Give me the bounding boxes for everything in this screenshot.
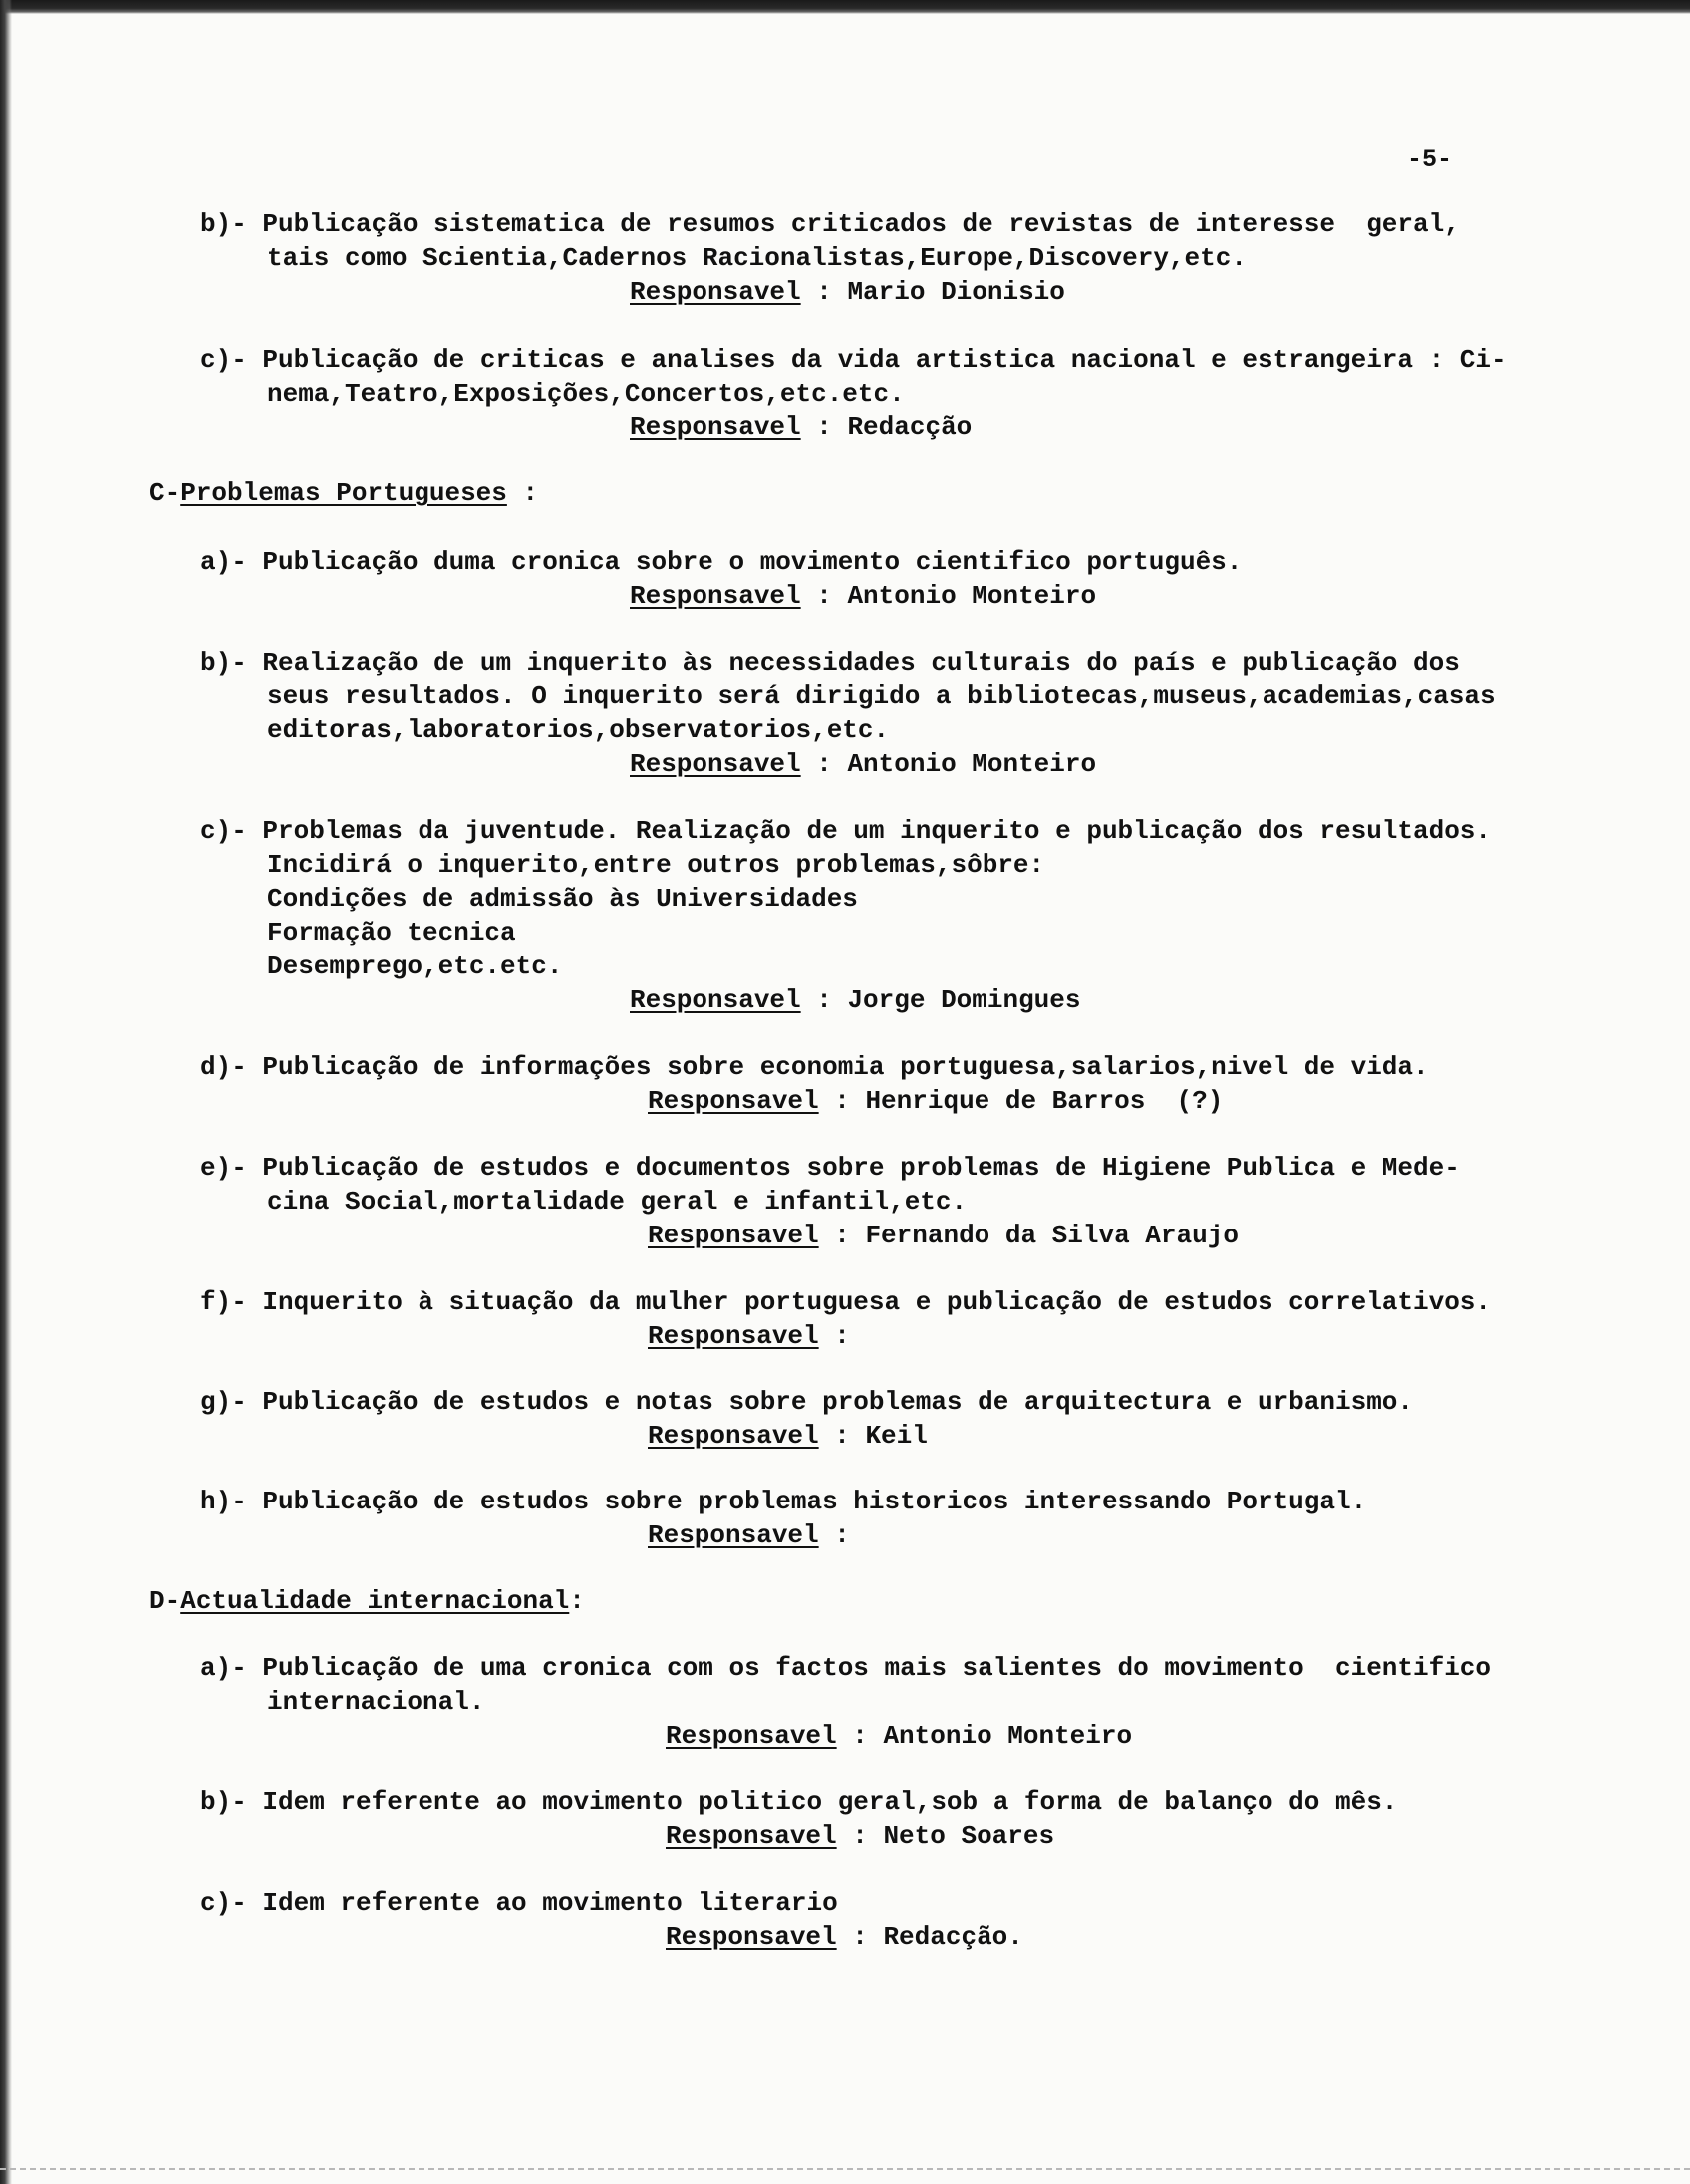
item-da-responsible — [666, 1719, 1132, 1753]
responsible-label: Responsavel — [648, 1086, 819, 1116]
responsible-label: Responsavel — [630, 581, 801, 611]
item-ce-line-1: e)- Publicação de estudos e documentos sobre problemas de Higiene Publica e Mede- — [200, 1153, 1460, 1183]
item-c-line-1: c)- Publicação de criticas e analises da vida artistica nacional e estrangeira : Ci- — [200, 345, 1507, 375]
item-cc-line-5: Desemprego,etc.etc. — [267, 952, 563, 981]
section-title: Actualidade internacional — [180, 1586, 570, 1616]
section-prefix: D- — [149, 1586, 181, 1616]
responsible-value: : — [834, 1321, 850, 1351]
responsible-label: Responsavel — [630, 749, 801, 779]
item-db-responsible — [666, 1819, 1054, 1853]
responsible-label: Responsavel — [666, 1821, 837, 1851]
responsible-value: : Jorge Domingues — [816, 985, 1081, 1015]
responsible-value: : Fernando da Silva Araujo — [834, 1221, 1239, 1250]
responsible-label: Responsavel — [666, 1922, 837, 1952]
scan-bottom-edge — [0, 2168, 1690, 2174]
item-cg-line-1: g)- Publicação de estudos e notas sobre problemas de arquitectura e urbanismo. — [200, 1387, 1413, 1417]
responsible-label: Responsavel — [630, 277, 801, 307]
responsible-label: Responsavel — [630, 412, 801, 442]
item-da-line-1: a)- Publicação de uma cronica com os factos mais salientes do movimento cientifico — [200, 1653, 1492, 1683]
responsible-label: Responsavel — [648, 1520, 819, 1550]
item-b-responsible — [630, 275, 1065, 309]
section-suffix: : — [569, 1586, 585, 1616]
item-cd-responsible — [648, 1084, 1223, 1118]
responsible-value: : Antonio Monteiro — [852, 1721, 1133, 1751]
item-dc-line-1: c)- Idem referente ao movimento literario — [200, 1888, 838, 1918]
item-dc-responsible — [666, 1920, 1023, 1954]
item-c-line-2: nema,Teatro,Exposições,Concertos,etc.etc. — [267, 379, 905, 409]
item-cb-line-2: seus resultados. O inquerito será dirigido a bibliotecas,museus,academias,casas — [267, 682, 1496, 711]
item-cc-line-4: Formação tecnica — [267, 918, 516, 948]
responsible-value: : Henrique de Barros (?) — [834, 1086, 1224, 1116]
item-ch-responsible — [648, 1518, 850, 1552]
responsible-value: : — [834, 1520, 850, 1550]
item-cc-responsible — [630, 983, 1081, 1017]
responsible-value: : Mario Dionisio — [816, 277, 1065, 307]
item-cc-line-2: Incidirá o inquerito,entre outros problemas,sôbre: — [267, 850, 1045, 880]
section-suffix: : — [506, 478, 539, 508]
section-title: Problemas Portugueses — [180, 478, 507, 508]
page-number: -5- — [1407, 145, 1453, 174]
item-ch-line-1: h)- Publicação de estudos sobre problemas historicos interessando Portugal. — [200, 1487, 1367, 1516]
item-c-responsible — [630, 410, 972, 444]
responsible-value: : Keil — [834, 1421, 928, 1451]
responsible-value: : Antonio Monteiro — [816, 581, 1097, 611]
item-cg-responsible — [648, 1419, 928, 1453]
responsible-label: Responsavel — [648, 1321, 819, 1351]
item-cb-line-3: editoras,laboratorios,observatorios,etc. — [267, 715, 890, 745]
responsible-value: : Neto Soares — [852, 1821, 1055, 1851]
item-da-line-2: internacional. — [267, 1687, 485, 1717]
item-cf-responsible — [648, 1319, 850, 1353]
responsible-value: : Redacção. — [852, 1922, 1023, 1952]
item-ca-line-1: a)- Publicação duma cronica sobre o movimento cientifico português. — [200, 547, 1243, 577]
item-db-line-1: b)- Idem referente ao movimento politico geral,sob a forma de balanço do mês. — [200, 1787, 1398, 1817]
item-b-line-2: tais como Scientia,Cadernos Racionalistas,Europe,Discovery,etc. — [267, 243, 1247, 273]
section-c-heading — [149, 476, 538, 510]
responsible-value: : Antonio Monteiro — [816, 749, 1097, 779]
responsible-label: Responsavel — [666, 1721, 837, 1751]
scan-left-edge — [0, 0, 12, 2184]
section-prefix: C- — [149, 478, 181, 508]
item-ce-responsible — [648, 1219, 1239, 1252]
scan-top-edge — [0, 0, 1690, 14]
responsible-label: Responsavel — [630, 985, 801, 1015]
item-ce-line-2: cina Social,mortalidade geral e infantil,etc. — [267, 1187, 968, 1217]
item-cc-line-3: Condições de admissão às Universidades — [267, 884, 858, 914]
item-cd-line-1: d)- Publicação de informações sobre economia portuguesa,salarios,nivel de vida. — [200, 1052, 1429, 1082]
responsible-label: Responsavel — [648, 1421, 819, 1451]
item-cb-line-1: b)- Realização de um inquerito às necessidades culturais do país e publicação dos — [200, 648, 1460, 678]
item-cc-line-1: c)- Problemas da juventude. Realização de um inquerito e publicação dos resultados. — [200, 816, 1492, 846]
responsible-label: Responsavel — [648, 1221, 819, 1250]
item-cf-line-1: f)- Inquerito à situação da mulher portuguesa e publicação de estudos correlativos. — [200, 1287, 1492, 1317]
item-b-line-1: b)- Publicação sistematica de resumos criticados de revistas de interesse geral, — [200, 209, 1460, 239]
item-cb-responsible — [630, 747, 1096, 781]
section-d-heading — [149, 1584, 585, 1618]
item-ca-responsible — [630, 579, 1096, 613]
responsible-value: : Redacção — [816, 412, 973, 442]
